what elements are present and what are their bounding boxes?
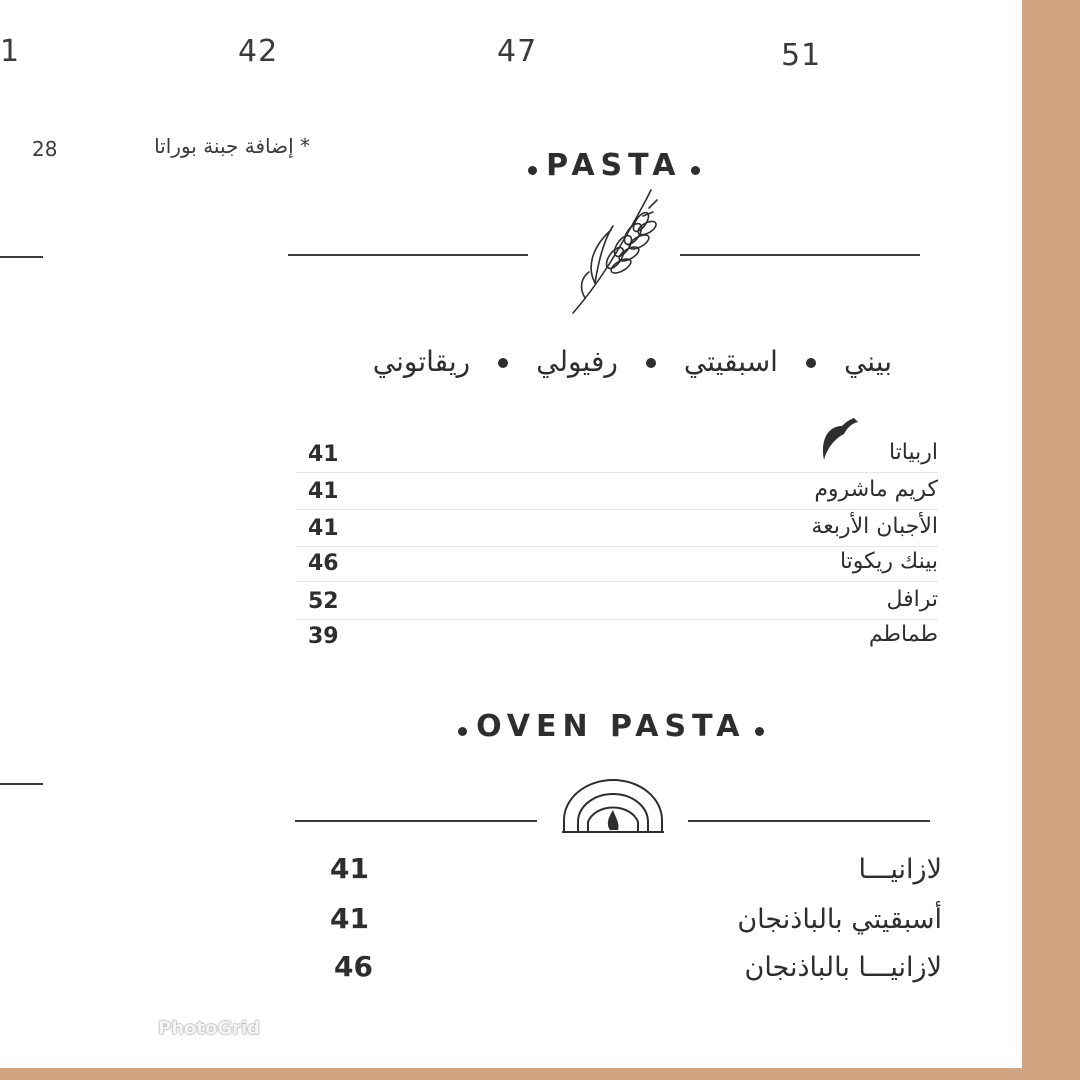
pasta-type: ريقاتوني <box>372 345 471 378</box>
addon-price: 28 <box>32 137 58 161</box>
item-name: أسبقيتي بالباذنجان <box>737 904 942 935</box>
photogrid-watermark: PhotoGrid <box>158 1018 261 1039</box>
item-name: اربياتا <box>888 440 938 465</box>
oven-divider-right <box>688 820 930 822</box>
item-name: ترافل <box>886 587 938 612</box>
top-price-1: 1 <box>0 34 21 69</box>
heading-dot-left <box>458 727 467 736</box>
menu-item <box>296 585 938 620</box>
menu-item <box>296 475 938 510</box>
type-separator <box>498 358 508 368</box>
pasta-type: اسبقيتي <box>683 345 778 378</box>
left-divider-bottom <box>0 783 43 785</box>
item-name: لازانيـــا <box>858 854 942 885</box>
left-divider-top <box>0 256 43 258</box>
pasta-heading <box>528 148 700 183</box>
item-price: 46 <box>334 950 373 983</box>
top-price-4: 51 <box>781 38 822 73</box>
pasta-divider-left <box>288 254 528 256</box>
menu-item <box>296 547 938 582</box>
heading-dot-right <box>691 166 700 175</box>
item-name: كريم ماشروم <box>814 477 938 502</box>
item-price: 46 <box>308 551 339 576</box>
menu-item <box>320 950 942 998</box>
item-name: بينك ريكوتا <box>839 549 938 574</box>
item-price: 41 <box>308 516 339 541</box>
pasta-type: رفيولي <box>536 345 618 378</box>
top-price-2: 42 <box>238 34 279 69</box>
item-price: 41 <box>330 852 369 885</box>
addon-label: * إضافة جبنة بوراتا <box>154 134 310 158</box>
menu-item <box>296 620 938 654</box>
pasta-title: PASTA <box>546 148 682 183</box>
type-separator <box>806 358 816 368</box>
item-price: 52 <box>308 589 339 614</box>
heading-dot-left <box>528 166 537 175</box>
oven-pasta-title: OVEN PASTA <box>476 709 746 744</box>
item-name: الأجبان الأربعة <box>811 514 938 539</box>
pasta-type: بيني <box>843 345 892 378</box>
menu-item <box>296 512 938 547</box>
menu-item <box>296 438 938 473</box>
item-price: 41 <box>308 479 339 504</box>
oven-pasta-heading <box>458 709 764 744</box>
top-price-3: 47 <box>497 34 538 69</box>
oven-icon <box>558 776 668 836</box>
heading-dot-right <box>755 727 764 736</box>
menu-item <box>320 902 942 950</box>
item-price: 41 <box>330 902 369 935</box>
type-separator <box>646 358 656 368</box>
item-name: طماطم <box>868 622 938 647</box>
item-price: 41 <box>308 442 339 467</box>
pasta-divider-right <box>680 254 920 256</box>
menu-item <box>320 852 942 900</box>
wheat-icon <box>565 188 665 318</box>
item-price: 39 <box>308 624 339 649</box>
item-name: لازانيـــا بالباذنجان <box>744 952 942 983</box>
pasta-types <box>373 345 892 378</box>
oven-divider-left <box>295 820 537 822</box>
